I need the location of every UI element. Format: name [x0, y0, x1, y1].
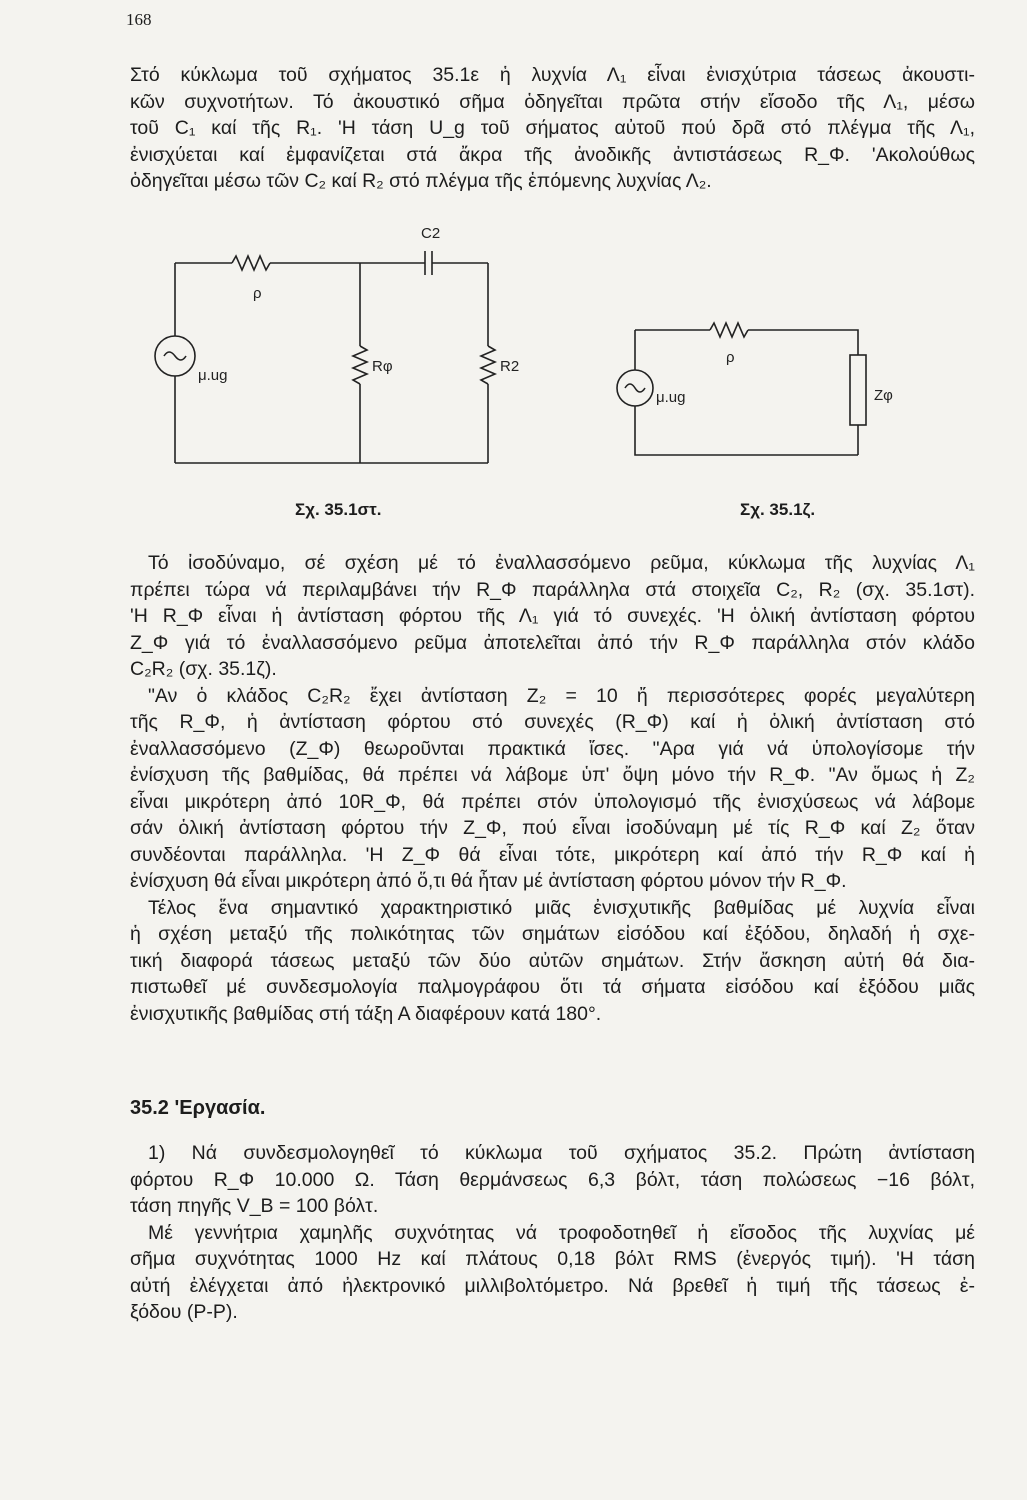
page-number: 168	[126, 10, 152, 29]
text-line: τάση πηγῆς V_B = 100 βόλτ.	[130, 1195, 379, 1217]
text-line: πρέπει τώρα νά περιλαμβάνει τήν R_Φ παράλληλα στά στοιχεῖα C₂, R₂ (σχ. 35.1στ).	[130, 578, 975, 601]
text-line: ἐνίσχυση θά εἶναι μικρότερη ἀπό ὅ,τι θά ἦταν μέ ἀντίσταση φόρτου μόνον τήν R_Φ.	[130, 870, 847, 892]
text-line: τική διαφορά τάσεως μεταξύ τῶν δύο αὐτῶν σημάτων. Στήν ἄσκηση αὐτή θά δια-	[130, 949, 975, 972]
label-source: μ.ug	[656, 389, 686, 406]
label-r2: R2	[500, 358, 520, 375]
circuit-diagram-35-1st	[140, 218, 520, 478]
task-paragraph	[130, 1140, 975, 1326]
text-line: ξόδου (P-P).	[130, 1301, 238, 1323]
label-rho: ρ	[253, 285, 262, 302]
text-line: τῆς R_Φ, ἡ ἀντίσταση φόρτου στό συνεχές (R_Φ) καί ἡ ὁλική ἀντίσταση στό	[130, 711, 975, 733]
text-line: αὐτή ἐλέγχεται ἀπό ἠλεκτρονικό μιλλιβολτόμετρο. Νά βρεθεῖ ἡ τιμή τῆς τάσεως ἐ-	[130, 1274, 975, 1297]
text-line: Μέ γεννήτρια χαμηλῆς συχνότητας νά τροφοδοτηθεῖ ἡ εἴσοδος τῆς λυχνίας μέ	[148, 1221, 975, 1244]
figure-caption: Σχ. 35.1ζ.	[740, 500, 816, 519]
text-line: "Αν ὁ κλάδος C₂R₂ ἔχει ἀντίσταση Z₂ = 10 ἤ περισσότερες φορές μεγαλύτερη	[148, 684, 975, 707]
body-paragraph	[130, 550, 975, 1027]
text-line: ἡ σχέση μεταξύ τῆς πολικότητας τῶν σημάτων εἰσόδου καί ἐξόδου, δηλαδή ἡ σχε-	[130, 923, 975, 945]
text-line: Τό ἰσοδύναμο, σέ σχέση μέ τό ἐναλλασσόμενο ρεῦμα, κύκλωμα τῆς λυχνίας Λ₁	[148, 552, 975, 574]
text-line: φόρτου R_Φ 10.000 Ω. Τάση θερμάνσεως 6,3 βόλτ, τάση πολώσεως −16 βόλτ,	[130, 1168, 975, 1191]
text-line: ἐνισχύεται καί ἐμφανίζεται στά ἄκρα τῆς ἀνοδικῆς ἀντιστάσεως R_Φ. 'Ακολούθως	[130, 143, 975, 166]
circuit-diagram-35-1z	[600, 300, 910, 470]
label-rho: ρ	[726, 349, 735, 366]
label-zphi: Zφ	[874, 387, 893, 404]
text-line: ἐνίσχυση τῆς βαθμίδας, θά πρέπει νά λάβομε ὑπ' ὄψη μόνο τήν R_Φ. "Αν ὅμως ἡ Z₂	[130, 764, 975, 786]
label-c2: C2	[421, 225, 441, 242]
text-line: κῶν συχνοτήτων. Τό ἀκουστικό σῆμα ὁδηγεῖται πρῶτα στήν εἴσοδο τῆς Λ₁, μέσω	[130, 90, 975, 113]
label-source: μ.ug	[198, 367, 228, 384]
text-line: Στό κύκλωμα τοῦ σχήματος 35.1ε ἡ λυχνία Λ₁ εἶναι ἐνισχύτρια τάσεως ἀκουστι-	[130, 64, 975, 86]
text-line: 1) Νά συνδεσμολογηθεῖ τό κύκλωμα τοῦ σχήματος 35.2. Πρώτη ἀντίσταση	[148, 1142, 975, 1164]
text-line: ἐναλλασσόμενο (Z_Φ) θεωροῦνται πρακτικά ἴσες. "Αρα γιά νά ὑπολογίσομε τήν	[130, 737, 975, 760]
label-rphi: Rφ	[372, 358, 393, 375]
text-line: 'Η R_Φ εἶναι ἡ ἀντίσταση φόρτου τῆς Λ₁ γιά τό συνεχές. 'Η ὁλική ἀντίσταση φόρτου	[130, 605, 975, 627]
intro-paragraph	[130, 62, 975, 195]
text-line: C₂R₂ (σχ. 35.1ζ).	[130, 658, 277, 680]
text-line: σῆμα συχνότητας 1000 Hz καί πλάτους 0,18 βόλτ RMS (ἐνεργός τιμή). 'Η τάση	[130, 1248, 975, 1270]
text-line: ἐνισχυτικῆς βαθμίδας στή τάξη Α διαφέρουν κατά 180°.	[130, 1002, 602, 1025]
text-line: Z_Φ γιά τό ἐναλλασσόμενο ρεῦμα ἀποτελεῖται ἀπό τήν R_Φ παράλληλα στόν κλάδο	[130, 631, 975, 654]
text-line: συνδέονται παράλληλα. 'Η Z_Φ θά εἶναι τότε, μικρότερη καί ἀπό τήν R_Φ καί ἡ	[130, 843, 975, 866]
text-line: πιστωθεῖ μέ συνδεσμολογία παλμογράφου ὅτι τά σήματα εἰσόδου καί ἐξόδου μιᾶς	[130, 976, 975, 998]
text-line: σάν ὁλική ἀντίσταση φόρτου τήν Z_Φ, πού εἶναι ἰσοδύναμη μέ τίς R_Φ καί Z₂ ὅταν	[130, 817, 975, 839]
text-line: Τέλος ἕνα σημαντικό χαρακτηριστικό μιᾶς ἐνισχυτικῆς βαθμίδας μέ λυχνία εἶναι	[148, 896, 975, 919]
text-line: τοῦ C₁ καί τῆς R₁. 'Η τάση U_g τοῦ σήματος αὐτοῦ πού δρᾶ στό πλέγμα τῆς Λ₁,	[130, 117, 975, 139]
figure-caption: Σχ. 35.1στ.	[295, 500, 382, 519]
text-line: εἶναι μικρότερη ἀπό 10R_Φ, θά πρέπει στόν ὑπολογισμό τῆς ἐνισχύσεως νά λάβομε	[130, 790, 975, 813]
section-title: 35.2 'Εργασία.	[130, 1097, 266, 1119]
text-line: ὁδηγεῖται μέσω τῶν C₂ καί R₂ στό πλέγμα τῆς ἑπόμενης λυχνίας Λ₂.	[130, 170, 712, 192]
